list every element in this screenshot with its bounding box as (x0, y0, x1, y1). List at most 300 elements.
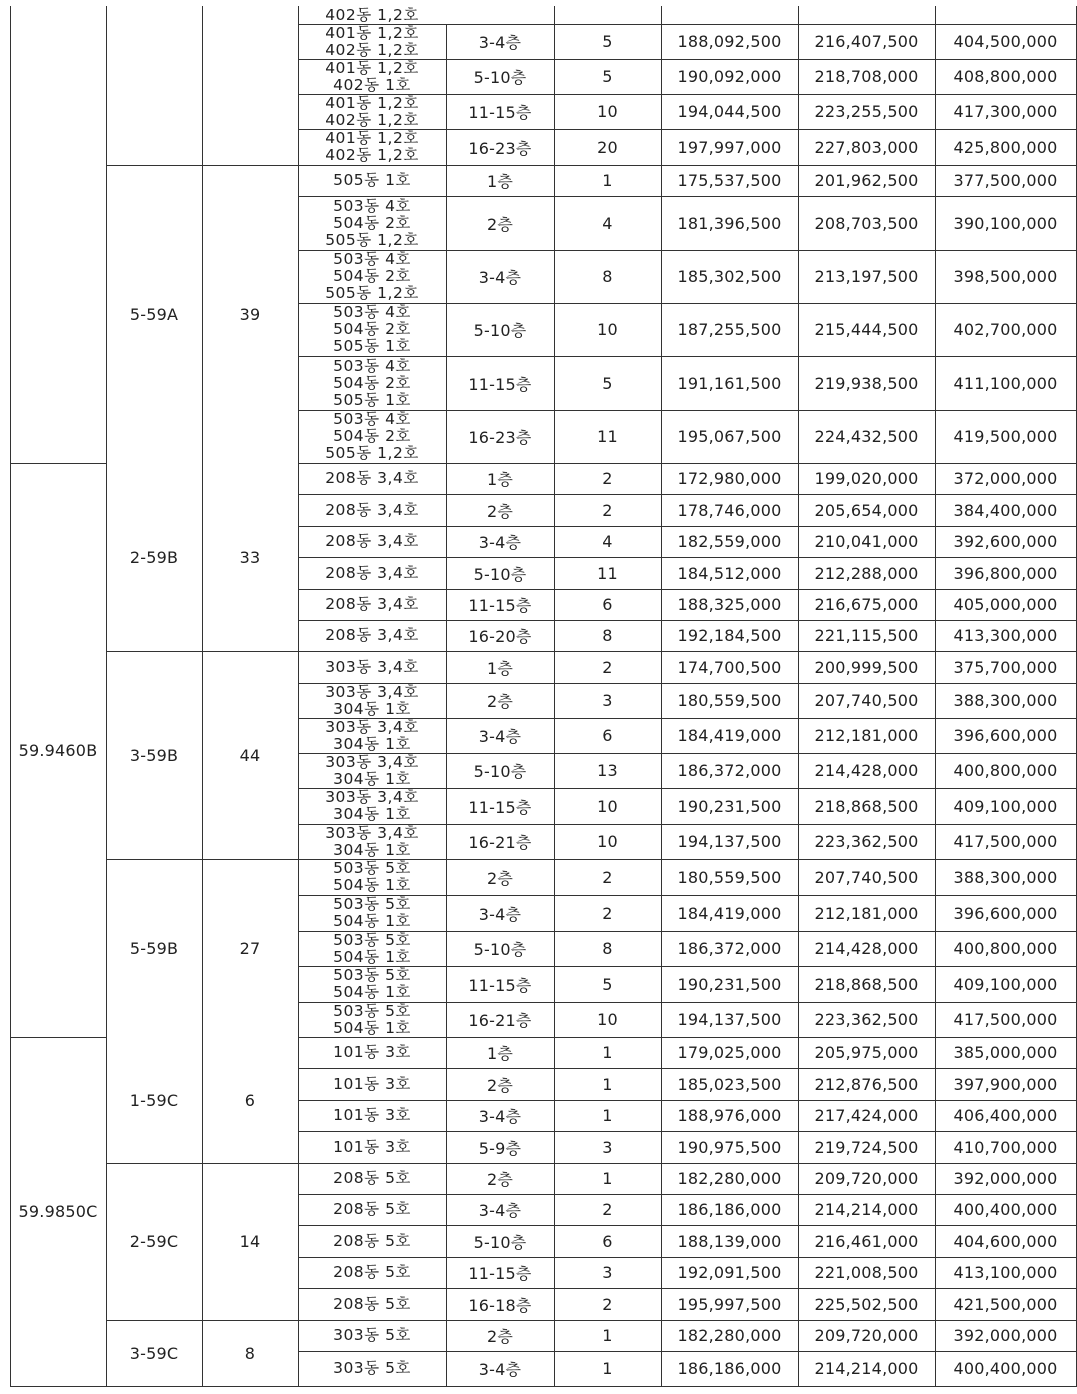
unit-line: 504동 1호 (333, 947, 411, 966)
total-price-cell: 388,300,000 (953, 691, 1058, 710)
unit-line: 208동 5호 (333, 1200, 411, 1218)
count-cell: 3 (602, 1137, 613, 1157)
housing-type-cell (106, 6, 202, 165)
unit-line: 503동 5호 (333, 966, 411, 984)
unit-cell (298, 824, 446, 859)
unit-cell (298, 788, 446, 824)
unit-line: 401동 1,2호 (325, 58, 419, 77)
count-cell: 1 (602, 1043, 613, 1062)
floor-cell (446, 6, 554, 24)
count-cell: 20 (597, 137, 618, 157)
land-price-cell: 175,537,500 (677, 171, 782, 190)
household-count-cell: 6 (244, 1090, 256, 1110)
unit-cell (298, 1225, 446, 1257)
unit-line: 208동 5호 (333, 1294, 411, 1313)
land-price-cell: 188,325,000 (677, 595, 782, 614)
land-price-cell: 194,137,500 (677, 1010, 782, 1029)
unit-cell (298, 356, 446, 410)
unit-cell (298, 1288, 446, 1320)
unit-cell (298, 1163, 446, 1194)
count-cell: 6 (602, 726, 613, 745)
building-price-cell: 209,720,000 (814, 1169, 919, 1188)
building-price-cell: 200,999,500 (814, 657, 919, 677)
household-count-cell: 14 (239, 1232, 261, 1251)
unit-line: 101동 3호 (333, 1106, 411, 1124)
land-price-cell: 172,980,000 (677, 469, 782, 488)
count-cell: 6 (602, 1231, 613, 1251)
count-cell: 5 (602, 32, 613, 51)
unit-line: 303동 5호 (333, 1359, 411, 1377)
unit-cell (298, 683, 446, 718)
unit-line: 208동 5호 (333, 1263, 411, 1281)
unit-line: 503동 5호 (333, 895, 411, 913)
building-price-cell: 219,724,500 (814, 1137, 919, 1157)
building-price-cell: 223,255,500 (814, 102, 919, 121)
total-price-cell: 408,800,000 (953, 67, 1058, 86)
unit-line: 208동 5호 (333, 1231, 411, 1250)
unit-cell (298, 303, 446, 356)
unit-line: 401동 1,2호 (325, 129, 419, 147)
total-price-cell: 392,000,000 (953, 1169, 1058, 1188)
unit-cell (298, 651, 446, 683)
land-price-cell: 197,997,000 (677, 137, 782, 157)
floor-cell: 5-10층 (473, 321, 527, 340)
floor-cell: 16-23층 (468, 428, 532, 447)
count-cell: 3 (602, 1263, 613, 1282)
floor-cell: 5-10층 (473, 940, 527, 959)
unit-cell (298, 1351, 446, 1386)
housing-type-cell: 5-59B (129, 938, 179, 958)
total-price-cell: 400,400,000 (953, 1359, 1058, 1378)
land-price-cell (661, 6, 798, 24)
unit-cell (298, 165, 446, 196)
count-cell: 10 (597, 796, 618, 816)
total-price-cell: 405,000,000 (953, 595, 1058, 614)
building-price-cell: 214,428,000 (814, 939, 919, 958)
total-price-cell: 400,400,000 (953, 1200, 1058, 1219)
unit-line: 504동 2호 (333, 320, 411, 338)
unit-cell (298, 1131, 446, 1163)
building-price-cell: 223,362,500 (814, 1010, 919, 1029)
unit-line: 101동 3호 (333, 1074, 411, 1093)
floor-cell: 11-15층 (468, 374, 532, 394)
unit-cell (298, 129, 446, 165)
unit-cell (298, 1002, 446, 1037)
building-price-cell: 207,740,500 (814, 867, 919, 887)
floor-cell: 3-4층 (478, 1360, 522, 1379)
unit-cell (298, 410, 446, 463)
unit-cell (298, 94, 446, 129)
land-price-cell: 182,280,000 (677, 1326, 782, 1345)
housing-type-cell: 2-59C (129, 1232, 179, 1251)
building-price-cell: 225,502,500 (814, 1294, 919, 1314)
unit-line: 401동 1,2호 (325, 23, 419, 42)
unit-line: 208동 3,4호 (325, 500, 419, 519)
unit-line: 504동 1호 (333, 912, 411, 930)
unit-cell (298, 931, 446, 966)
land-price-cell: 186,186,000 (677, 1200, 782, 1219)
total-price-cell: 404,600,000 (953, 1231, 1058, 1251)
household-count-cell: 44 (239, 745, 261, 765)
total-price-cell: 396,600,000 (953, 726, 1058, 745)
building-price-cell: 217,424,000 (814, 1106, 919, 1125)
total-price-cell: 388,300,000 (953, 867, 1058, 887)
area-cell: 59.9850C (18, 1202, 98, 1221)
household-count-cell: 8 (244, 1343, 256, 1363)
total-price-cell: 404,500,000 (953, 32, 1058, 51)
area-cell: 59.9460B (18, 740, 98, 760)
count-cell: 4 (602, 213, 613, 233)
area-cell (10, 6, 106, 463)
count-cell: 2 (602, 657, 613, 677)
household-count-cell: 33 (239, 547, 261, 567)
building-price-cell (798, 6, 935, 24)
count-cell: 5 (602, 373, 613, 393)
building-price-cell: 212,288,000 (814, 563, 919, 583)
unit-line: 503동 4호 (333, 356, 411, 375)
land-price-cell: 180,559,500 (677, 691, 782, 710)
total-price-cell: 375,700,000 (953, 657, 1058, 677)
unit-line: 504동 2호 (333, 213, 411, 232)
total-price-cell: 421,500,000 (953, 1294, 1058, 1314)
floor-cell: 16-23층 (468, 138, 532, 158)
total-price-cell: 385,000,000 (953, 1043, 1058, 1062)
floor-cell: 11-15층 (468, 1264, 532, 1283)
unit-line: 304동 1호 (333, 734, 411, 753)
count-cell: 1 (602, 1359, 613, 1378)
household-count-cell: 39 (239, 304, 261, 324)
count-cell (554, 6, 661, 24)
total-price-cell: 390,100,000 (953, 213, 1058, 233)
total-price-cell: 372,000,000 (953, 469, 1058, 488)
floor-cell: 3-4층 (478, 1107, 522, 1126)
unit-line: 504동 1호 (333, 983, 411, 1001)
count-cell: 10 (597, 832, 618, 851)
building-price-cell: 205,975,000 (814, 1043, 919, 1062)
total-price-cell: 419,500,000 (953, 427, 1058, 446)
table-bottom-border (10, 1386, 1077, 1387)
unit-line: 208동 3,4호 (325, 532, 419, 550)
unit-line: 503동 5호 (333, 859, 411, 877)
unit-line: 504동 2호 (333, 427, 411, 445)
floor-cell: 11-15층 (468, 975, 532, 995)
floor-cell: 3-4층 (478, 727, 522, 746)
floor-cell: 11-15층 (468, 797, 532, 817)
building-price-cell: 199,020,000 (814, 469, 919, 488)
floor-cell: 3-4층 (478, 904, 522, 924)
unit-line: 208동 3,4호 (325, 626, 419, 644)
unit-line: 503동 4호 (333, 250, 411, 268)
total-price-cell (935, 6, 1076, 24)
total-price-cell: 413,100,000 (953, 1263, 1058, 1282)
unit-cell (298, 718, 446, 753)
unit-line: 505동 1,2호 (325, 230, 419, 249)
unit-line: 303동 3,4호 (325, 657, 419, 676)
unit-line: 503동 5호 (333, 930, 411, 949)
land-price-cell: 192,091,500 (677, 1263, 782, 1282)
count-cell: 11 (597, 563, 618, 583)
land-price-cell: 188,092,500 (677, 32, 782, 51)
floor-cell: 2층 (486, 214, 514, 234)
building-price-cell: 214,214,000 (814, 1359, 919, 1378)
unit-line: 303동 5호 (333, 1326, 411, 1344)
count-cell: 1 (602, 171, 613, 190)
unit-line: 303동 3,4호 (325, 788, 419, 806)
land-price-cell: 182,280,000 (677, 1169, 782, 1188)
unit-line: 402동 1,2호 (325, 5, 419, 24)
floor-cell: 3-4층 (478, 33, 522, 52)
land-price-cell: 186,186,000 (677, 1359, 782, 1378)
unit-line: 402동 1,2호 (325, 40, 419, 59)
count-cell: 1 (602, 1074, 613, 1094)
land-price-cell: 186,372,000 (677, 761, 782, 780)
unit-line: 208동 5호 (333, 1169, 411, 1187)
count-cell: 8 (602, 626, 613, 645)
total-price-cell: 417,500,000 (953, 1010, 1058, 1029)
building-price-cell: 212,876,500 (814, 1074, 919, 1094)
floor-cell: 16-21층 (468, 1011, 532, 1030)
unit-cell (298, 966, 446, 1002)
total-price-cell: 417,500,000 (953, 832, 1058, 851)
building-price-cell: 201,962,500 (814, 171, 919, 190)
floor-cell: 1층 (486, 658, 514, 678)
total-price-cell: 384,400,000 (953, 500, 1058, 520)
building-price-cell: 218,868,500 (814, 796, 919, 816)
unit-cell (298, 494, 446, 526)
floor-cell: 11-15층 (468, 596, 532, 615)
unit-line: 303동 3,4호 (325, 752, 419, 771)
floor-cell: 1층 (486, 172, 514, 191)
land-price-cell: 184,512,000 (677, 563, 782, 583)
count-cell: 8 (602, 267, 613, 286)
floor-cell: 16-20층 (468, 627, 532, 646)
count-cell: 2 (602, 500, 613, 520)
unit-cell (298, 1100, 446, 1131)
unit-cell (298, 895, 446, 931)
unit-line: 101동 3호 (333, 1043, 411, 1061)
floor-cell: 11-15층 (468, 103, 532, 122)
housing-type-cell: 1-59C (129, 1090, 179, 1110)
total-price-cell: 402,700,000 (953, 320, 1058, 339)
land-price-cell: 174,700,500 (677, 657, 782, 677)
unit-cell (298, 753, 446, 788)
floor-cell: 16-18층 (468, 1295, 532, 1315)
land-price-cell: 179,025,000 (677, 1043, 782, 1062)
floor-cell: 5-10층 (473, 1232, 527, 1252)
land-price-cell: 190,231,500 (677, 974, 782, 994)
building-price-cell: 212,181,000 (814, 726, 919, 745)
total-price-cell: 409,100,000 (953, 796, 1058, 816)
floor-cell: 2층 (486, 868, 514, 888)
land-price-cell: 186,372,000 (677, 939, 782, 958)
count-cell: 5 (602, 974, 613, 994)
building-price-cell: 205,654,000 (814, 500, 919, 520)
floor-cell: 5-10층 (473, 564, 527, 584)
floor-cell: 3-4층 (478, 533, 522, 552)
land-price-cell: 195,067,500 (677, 427, 782, 446)
unit-line: 304동 1호 (333, 840, 411, 859)
unit-cell (298, 250, 446, 303)
unit-cell (298, 1194, 446, 1225)
building-price-cell: 216,461,000 (814, 1231, 919, 1251)
unit-cell (298, 557, 446, 589)
unit-line: 503동 4호 (333, 410, 411, 428)
count-cell: 8 (602, 939, 613, 958)
building-price-cell: 215,444,500 (814, 320, 919, 339)
unit-cell (298, 59, 446, 94)
total-price-cell: 410,700,000 (953, 1137, 1058, 1157)
count-cell: 2 (602, 903, 613, 923)
building-price-cell: 213,197,500 (814, 267, 919, 286)
count-cell: 1 (602, 1106, 613, 1125)
land-price-cell: 185,023,500 (677, 1074, 782, 1094)
unit-cell (298, 526, 446, 557)
unit-line: 504동 1호 (333, 876, 411, 894)
unit-line: 401동 1,2호 (325, 93, 419, 112)
unit-line: 402동 1,2호 (325, 146, 419, 164)
unit-cell (298, 1037, 446, 1068)
building-price-cell: 210,041,000 (814, 532, 919, 551)
floor-cell: 2층 (486, 501, 514, 521)
unit-cell (298, 620, 446, 651)
unit-line: 504동 2호 (333, 373, 411, 392)
household-count-cell (202, 6, 298, 165)
land-price-cell: 195,997,500 (677, 1294, 782, 1314)
unit-line: 505동 1호 (333, 390, 411, 409)
floor-cell: 3-4층 (478, 268, 522, 287)
building-price-cell: 216,675,000 (814, 595, 919, 614)
floor-cell: 1층 (486, 470, 514, 489)
unit-cell (298, 1068, 446, 1100)
total-price-cell: 411,100,000 (953, 373, 1058, 393)
building-price-cell: 214,428,000 (814, 761, 919, 780)
land-price-cell: 178,746,000 (677, 500, 782, 520)
total-price-cell: 377,500,000 (953, 171, 1058, 190)
count-cell: 2 (602, 1200, 613, 1219)
land-price-cell: 194,137,500 (677, 832, 782, 851)
unit-cell (298, 1257, 446, 1288)
unit-line: 504동 1호 (333, 1018, 411, 1037)
building-price-cell: 218,708,000 (814, 67, 919, 86)
count-cell: 6 (602, 595, 613, 614)
unit-cell (298, 589, 446, 620)
unit-line: 402동 1호 (333, 75, 411, 94)
unit-line: 503동 4호 (333, 303, 411, 321)
land-price-cell: 190,975,500 (677, 1137, 782, 1157)
unit-line: 208동 3,4호 (325, 595, 419, 613)
count-cell: 11 (597, 427, 618, 446)
count-cell: 10 (597, 320, 618, 339)
land-price-cell: 188,976,000 (677, 1106, 782, 1125)
building-price-cell: 221,115,500 (814, 626, 919, 645)
unit-cell (298, 196, 446, 250)
land-price-cell: 194,044,500 (677, 102, 782, 121)
unit-line: 503동 4호 (333, 196, 411, 215)
building-price-cell: 218,868,500 (814, 974, 919, 994)
unit-line: 505동 1호 (333, 171, 411, 189)
total-price-cell: 396,800,000 (953, 563, 1058, 583)
floor-cell: 2층 (486, 1170, 514, 1189)
unit-line: 304동 1호 (333, 699, 411, 718)
unit-line: 504동 2호 (333, 267, 411, 285)
floor-cell: 2층 (486, 1075, 514, 1095)
floor-cell: 5-10층 (473, 762, 527, 781)
unit-line: 505동 1,2호 (325, 444, 419, 462)
count-cell: 4 (602, 532, 613, 551)
unit-line: 505동 1,2호 (325, 284, 419, 302)
land-price-cell: 181,396,500 (677, 213, 782, 233)
total-price-cell: 417,300,000 (953, 102, 1058, 121)
land-price-cell: 184,419,000 (677, 903, 782, 923)
building-price-cell: 207,740,500 (814, 691, 919, 710)
unit-line: 208동 3,4호 (325, 563, 419, 582)
floor-cell: 2층 (486, 692, 514, 711)
building-price-cell: 227,803,000 (814, 137, 919, 157)
count-cell: 3 (602, 691, 613, 710)
total-price-cell: 409,100,000 (953, 974, 1058, 994)
count-cell: 2 (602, 1294, 613, 1314)
land-price-cell: 185,302,500 (677, 267, 782, 286)
count-cell: 10 (597, 102, 618, 121)
unit-line: 304동 1호 (333, 769, 411, 788)
unit-cell (298, 24, 446, 59)
building-price-cell: 216,407,500 (814, 32, 919, 51)
unit-line: 101동 3호 (333, 1137, 411, 1156)
housing-type-cell: 2-59B (129, 547, 179, 567)
floor-cell: 5-9층 (478, 1138, 522, 1158)
land-price-cell: 188,139,000 (677, 1231, 782, 1251)
household-count-cell: 27 (239, 938, 261, 958)
unit-cell (298, 1320, 446, 1351)
count-cell: 10 (597, 1010, 618, 1029)
count-cell: 2 (602, 469, 613, 488)
unit-line: 505동 1호 (333, 337, 411, 355)
unit-line: 208동 3,4호 (325, 469, 419, 487)
floor-cell: 5-10층 (473, 68, 527, 87)
building-price-cell: 212,181,000 (814, 903, 919, 923)
land-price-cell: 190,092,000 (677, 67, 782, 86)
total-price-cell: 392,600,000 (953, 532, 1058, 551)
floor-cell: 2층 (486, 1327, 514, 1346)
housing-type-cell: 3-59C (129, 1343, 179, 1363)
land-price-cell: 182,559,000 (677, 532, 782, 551)
total-price-cell: 396,600,000 (953, 903, 1058, 923)
building-price-cell: 219,938,500 (814, 373, 919, 393)
total-price-cell: 425,800,000 (953, 137, 1058, 157)
floor-cell: 16-21층 (468, 833, 532, 852)
total-price-cell: 406,400,000 (953, 1106, 1058, 1125)
count-cell: 1 (602, 1326, 613, 1345)
count-cell: 5 (602, 67, 613, 86)
total-price-cell: 397,900,000 (953, 1074, 1058, 1094)
total-price-cell: 400,800,000 (953, 761, 1058, 780)
housing-type-cell: 3-59B (129, 745, 179, 765)
unit-line: 303동 3,4호 (325, 682, 419, 701)
land-price-cell: 187,255,500 (677, 320, 782, 339)
unit-cell (298, 463, 446, 494)
land-price-cell: 190,231,500 (677, 796, 782, 816)
land-price-cell: 180,559,500 (677, 867, 782, 887)
count-cell: 13 (597, 761, 618, 780)
unit-cell (298, 6, 446, 24)
land-price-cell: 192,184,500 (677, 626, 782, 645)
count-cell: 2 (602, 867, 613, 887)
unit-line: 303동 3,4호 (325, 823, 419, 842)
building-price-cell: 214,214,000 (814, 1200, 919, 1219)
total-price-cell: 398,500,000 (953, 267, 1058, 286)
total-price-cell: 400,800,000 (953, 939, 1058, 958)
land-price-cell: 191,161,500 (677, 373, 782, 393)
